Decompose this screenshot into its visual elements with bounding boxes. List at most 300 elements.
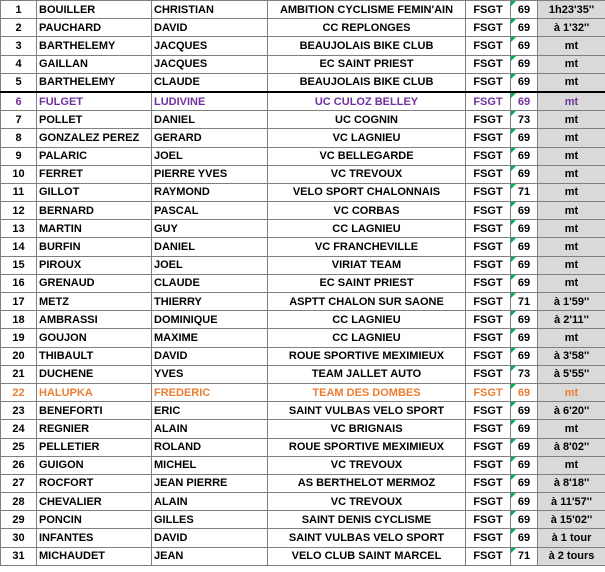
department-cell bbox=[511, 438, 538, 456]
federation-cell: FSGT bbox=[466, 274, 511, 292]
first-name-cell: LUDIVINE bbox=[152, 92, 268, 111]
first-name-cell: DOMINIQUE bbox=[152, 311, 268, 329]
last-name-cell: GUIGON bbox=[37, 456, 152, 474]
last-name-cell: FERRET bbox=[37, 165, 152, 183]
table-row bbox=[1, 456, 605, 474]
green-triangle-indicator-icon bbox=[511, 475, 516, 480]
department-cell bbox=[511, 147, 538, 165]
department-cell bbox=[511, 19, 538, 37]
department-cell bbox=[511, 111, 538, 129]
time-cell: mt bbox=[538, 220, 605, 238]
federation-cell: FSGT bbox=[466, 456, 511, 474]
table-row bbox=[1, 474, 605, 492]
last-name-cell: BARTHELEMY bbox=[37, 37, 152, 55]
table-row bbox=[1, 329, 605, 347]
department-cell bbox=[511, 329, 538, 347]
last-name-cell: REGNIER bbox=[37, 420, 152, 438]
department-value: 71 bbox=[517, 550, 531, 563]
rank-cell: 16 bbox=[1, 274, 37, 292]
last-name-cell: BARTHELEMY bbox=[37, 73, 152, 92]
last-name-cell: HALUPKA bbox=[37, 383, 152, 401]
first-name-cell: DAVID bbox=[152, 19, 268, 37]
federation-cell: FSGT bbox=[466, 92, 511, 111]
time-cell: mt bbox=[538, 147, 605, 165]
rank-cell: 21 bbox=[1, 365, 37, 383]
green-triangle-indicator-icon bbox=[511, 111, 516, 116]
first-name-cell: YVES bbox=[152, 365, 268, 383]
club-cell: VC BELLEGARDE bbox=[268, 147, 466, 165]
federation-cell: FSGT bbox=[466, 238, 511, 256]
rank-cell: 10 bbox=[1, 165, 37, 183]
rank-cell: 9 bbox=[1, 147, 37, 165]
green-triangle-indicator-icon bbox=[511, 1, 516, 6]
department-cell bbox=[511, 73, 538, 92]
green-triangle-indicator-icon bbox=[511, 275, 516, 280]
first-name-cell: JACQUES bbox=[152, 37, 268, 55]
department-cell bbox=[511, 92, 538, 111]
time-cell: mt bbox=[538, 183, 605, 201]
rank-cell: 18 bbox=[1, 311, 37, 329]
federation-cell: FSGT bbox=[466, 1, 511, 19]
green-triangle-indicator-icon bbox=[511, 37, 516, 42]
time-cell: mt bbox=[538, 274, 605, 292]
club-cell: CC LAGNIEU bbox=[268, 329, 466, 347]
time-cell: mt bbox=[538, 238, 605, 256]
last-name-cell: CHEVALIER bbox=[37, 493, 152, 511]
rank-cell: 6 bbox=[1, 92, 37, 111]
department-cell bbox=[511, 474, 538, 492]
green-triangle-indicator-icon bbox=[511, 511, 516, 516]
federation-cell: FSGT bbox=[466, 111, 511, 129]
rank-cell: 26 bbox=[1, 456, 37, 474]
green-triangle-indicator-icon bbox=[511, 148, 516, 153]
time-cell: à 1'32'' bbox=[538, 19, 605, 37]
last-name-cell: INFANTES bbox=[37, 529, 152, 547]
last-name-cell: GILLOT bbox=[37, 183, 152, 201]
table-row bbox=[1, 420, 605, 438]
green-triangle-indicator-icon bbox=[511, 457, 516, 462]
club-cell: EC SAINT PRIEST bbox=[268, 55, 466, 73]
department-cell bbox=[511, 37, 538, 55]
time-cell: à 8'02'' bbox=[538, 438, 605, 456]
department-value: 69 bbox=[517, 21, 531, 34]
time-cell: mt bbox=[538, 129, 605, 147]
club-cell: SAINT VULBAS VELO SPORT bbox=[268, 402, 466, 420]
time-cell: mt bbox=[538, 55, 605, 73]
table-row-highlighted bbox=[1, 92, 605, 111]
time-cell: à 2 tours bbox=[538, 547, 605, 565]
last-name-cell: MICHAUDET bbox=[37, 547, 152, 565]
time-cell: mt bbox=[538, 256, 605, 274]
green-triangle-indicator-icon bbox=[511, 439, 516, 444]
federation-cell: FSGT bbox=[466, 402, 511, 420]
first-name-cell: ALAIN bbox=[152, 493, 268, 511]
table-row bbox=[1, 202, 605, 220]
club-cell: ASPTT CHALON SUR SAONE bbox=[268, 293, 466, 311]
first-name-cell: THIERRY bbox=[152, 293, 268, 311]
time-cell: à 5'55'' bbox=[538, 365, 605, 383]
federation-cell: FSGT bbox=[466, 256, 511, 274]
table-row bbox=[1, 129, 605, 147]
rank-cell: 15 bbox=[1, 256, 37, 274]
department-cell bbox=[511, 511, 538, 529]
time-cell: à 8'18'' bbox=[538, 474, 605, 492]
department-value: 69 bbox=[517, 131, 531, 144]
federation-cell: FSGT bbox=[466, 474, 511, 492]
first-name-cell: ALAIN bbox=[152, 420, 268, 438]
last-name-cell: GRENAUD bbox=[37, 274, 152, 292]
department-cell bbox=[511, 55, 538, 73]
time-cell: mt bbox=[538, 165, 605, 183]
time-cell: 1h23'35'' bbox=[538, 1, 605, 19]
federation-cell: FSGT bbox=[466, 529, 511, 547]
green-triangle-indicator-icon bbox=[511, 184, 516, 189]
first-name-cell: JEAN PIERRE bbox=[152, 474, 268, 492]
club-cell: SAINT DENIS CYCLISME bbox=[268, 511, 466, 529]
department-value: 69 bbox=[517, 441, 531, 454]
rank-cell: 29 bbox=[1, 511, 37, 529]
table-row bbox=[1, 220, 605, 238]
first-name-cell: CHRISTIAN bbox=[152, 1, 268, 19]
time-cell: mt bbox=[538, 456, 605, 474]
table-row bbox=[1, 147, 605, 165]
department-cell bbox=[511, 402, 538, 420]
first-name-cell: GUY bbox=[152, 220, 268, 238]
table-row bbox=[1, 165, 605, 183]
table-row bbox=[1, 311, 605, 329]
department-value: 73 bbox=[517, 368, 531, 381]
department-value: 69 bbox=[517, 313, 531, 326]
rank-cell: 22 bbox=[1, 383, 37, 401]
department-value: 69 bbox=[517, 532, 531, 545]
federation-cell: FSGT bbox=[466, 55, 511, 73]
department-cell bbox=[511, 311, 538, 329]
club-cell: BEAUJOLAIS BIKE CLUB bbox=[268, 73, 466, 92]
rank-cell: 31 bbox=[1, 547, 37, 565]
rank-cell: 17 bbox=[1, 293, 37, 311]
green-triangle-indicator-icon bbox=[511, 166, 516, 171]
department-value: 69 bbox=[517, 58, 531, 71]
time-cell: à 3'58'' bbox=[538, 347, 605, 365]
department-value: 69 bbox=[517, 477, 531, 490]
rank-cell: 23 bbox=[1, 402, 37, 420]
club-cell: TEAM DES DOMBES bbox=[268, 383, 466, 401]
last-name-cell: BERNARD bbox=[37, 202, 152, 220]
rank-cell: 7 bbox=[1, 111, 37, 129]
rank-cell: 19 bbox=[1, 329, 37, 347]
time-cell: à 15'02'' bbox=[538, 511, 605, 529]
table-row bbox=[1, 547, 605, 565]
first-name-cell: CLAUDE bbox=[152, 274, 268, 292]
department-value: 69 bbox=[517, 422, 531, 435]
club-cell: VC TREVOUX bbox=[268, 165, 466, 183]
green-triangle-indicator-icon bbox=[511, 93, 516, 98]
club-cell: VC TREVOUX bbox=[268, 456, 466, 474]
department-cell bbox=[511, 1, 538, 19]
department-value: 69 bbox=[517, 3, 531, 16]
last-name-cell: BURFIN bbox=[37, 238, 152, 256]
federation-cell: FSGT bbox=[466, 73, 511, 92]
last-name-cell: ROCFORT bbox=[37, 474, 152, 492]
last-name-cell: BOUILLER bbox=[37, 1, 152, 19]
table-row bbox=[1, 365, 605, 383]
green-triangle-indicator-icon bbox=[511, 311, 516, 316]
first-name-cell: CLAUDE bbox=[152, 73, 268, 92]
table-row bbox=[1, 55, 605, 73]
last-name-cell: BENEFORTI bbox=[37, 402, 152, 420]
time-cell: mt bbox=[538, 202, 605, 220]
first-name-cell: RAYMOND bbox=[152, 183, 268, 201]
green-triangle-indicator-icon bbox=[511, 329, 516, 334]
last-name-cell: FULGET bbox=[37, 92, 152, 111]
department-cell bbox=[511, 274, 538, 292]
federation-cell: FSGT bbox=[466, 293, 511, 311]
last-name-cell: GOUJON bbox=[37, 329, 152, 347]
table-row bbox=[1, 293, 605, 311]
green-triangle-indicator-icon bbox=[511, 129, 516, 134]
table-row bbox=[1, 347, 605, 365]
club-cell: CC LAGNIEU bbox=[268, 220, 466, 238]
club-cell: VC LAGNIEU bbox=[268, 129, 466, 147]
department-cell bbox=[511, 456, 538, 474]
department-value: 69 bbox=[517, 386, 531, 399]
department-value: 69 bbox=[517, 150, 531, 163]
department-cell bbox=[511, 129, 538, 147]
federation-cell: FSGT bbox=[466, 329, 511, 347]
rank-cell: 13 bbox=[1, 220, 37, 238]
rank-cell: 14 bbox=[1, 238, 37, 256]
department-value: 69 bbox=[517, 222, 531, 235]
first-name-cell: MICHEL bbox=[152, 456, 268, 474]
last-name-cell: THIBAULT bbox=[37, 347, 152, 365]
green-triangle-indicator-icon bbox=[511, 348, 516, 353]
department-value: 71 bbox=[517, 186, 531, 199]
table-row bbox=[1, 37, 605, 55]
rank-cell: 5 bbox=[1, 73, 37, 92]
time-cell: mt bbox=[538, 383, 605, 401]
federation-cell: FSGT bbox=[466, 383, 511, 401]
time-cell: mt bbox=[538, 92, 605, 111]
first-name-cell: JEAN bbox=[152, 547, 268, 565]
department-value: 69 bbox=[517, 277, 531, 290]
green-triangle-indicator-icon bbox=[511, 56, 516, 61]
department-cell bbox=[511, 529, 538, 547]
green-triangle-indicator-icon bbox=[511, 257, 516, 262]
department-value: 69 bbox=[517, 459, 531, 472]
department-value: 69 bbox=[517, 76, 531, 89]
time-cell: à 6'20'' bbox=[538, 402, 605, 420]
department-value: 69 bbox=[517, 241, 531, 254]
club-cell: UC COGNIN bbox=[268, 111, 466, 129]
green-triangle-indicator-icon bbox=[511, 529, 516, 534]
table-row bbox=[1, 402, 605, 420]
club-cell: SAINT VULBAS VELO SPORT bbox=[268, 529, 466, 547]
department-value: 69 bbox=[517, 259, 531, 272]
department-value: 69 bbox=[517, 495, 531, 508]
federation-cell: FSGT bbox=[466, 147, 511, 165]
club-cell: VC CORBAS bbox=[268, 202, 466, 220]
green-triangle-indicator-icon bbox=[511, 548, 516, 553]
federation-cell: FSGT bbox=[466, 365, 511, 383]
club-cell: AS BERTHELOT MERMOZ bbox=[268, 474, 466, 492]
last-name-cell: METZ bbox=[37, 293, 152, 311]
first-name-cell: ROLAND bbox=[152, 438, 268, 456]
department-cell bbox=[511, 493, 538, 511]
results-body bbox=[1, 1, 605, 566]
rank-cell: 27 bbox=[1, 474, 37, 492]
federation-cell: FSGT bbox=[466, 202, 511, 220]
time-cell: à 1'59'' bbox=[538, 293, 605, 311]
last-name-cell: PALARIC bbox=[37, 147, 152, 165]
department-cell bbox=[511, 183, 538, 201]
rank-cell: 20 bbox=[1, 347, 37, 365]
rank-cell: 3 bbox=[1, 37, 37, 55]
table-row bbox=[1, 511, 605, 529]
rank-cell: 25 bbox=[1, 438, 37, 456]
last-name-cell: GAILLAN bbox=[37, 55, 152, 73]
table-row bbox=[1, 238, 605, 256]
first-name-cell: PIERRE YVES bbox=[152, 165, 268, 183]
table-row bbox=[1, 256, 605, 274]
green-triangle-indicator-icon bbox=[511, 220, 516, 225]
federation-cell: FSGT bbox=[466, 311, 511, 329]
club-cell: TEAM JALLET AUTO bbox=[268, 365, 466, 383]
last-name-cell: AMBRASSI bbox=[37, 311, 152, 329]
first-name-cell: DAVID bbox=[152, 347, 268, 365]
club-cell: ROUE SPORTIVE MEXIMIEUX bbox=[268, 438, 466, 456]
department-cell bbox=[511, 365, 538, 383]
department-cell bbox=[511, 420, 538, 438]
department-value: 71 bbox=[517, 295, 531, 308]
last-name-cell: DUCHENE bbox=[37, 365, 152, 383]
last-name-cell: POLLET bbox=[37, 111, 152, 129]
department-cell bbox=[511, 256, 538, 274]
club-cell: BEAUJOLAIS BIKE CLUB bbox=[268, 37, 466, 55]
department-value: 73 bbox=[517, 113, 531, 126]
department-value: 69 bbox=[517, 95, 531, 108]
time-cell: mt bbox=[538, 329, 605, 347]
club-cell: AMBITION CYCLISME FEMIN'AIN bbox=[268, 1, 466, 19]
federation-cell: FSGT bbox=[466, 438, 511, 456]
rank-cell: 12 bbox=[1, 202, 37, 220]
first-name-cell: JACQUES bbox=[152, 55, 268, 73]
rank-cell: 2 bbox=[1, 19, 37, 37]
club-cell: VELO CLUB SAINT MARCEL bbox=[268, 547, 466, 565]
department-value: 69 bbox=[517, 168, 531, 181]
green-triangle-indicator-icon bbox=[511, 202, 516, 207]
federation-cell: FSGT bbox=[466, 547, 511, 565]
table-row bbox=[1, 529, 605, 547]
rank-cell: 11 bbox=[1, 183, 37, 201]
table-row bbox=[1, 19, 605, 37]
time-cell: à 11'57'' bbox=[538, 493, 605, 511]
first-name-cell: PASCAL bbox=[152, 202, 268, 220]
time-cell: mt bbox=[538, 420, 605, 438]
first-name-cell: GERARD bbox=[152, 129, 268, 147]
club-cell: CC LAGNIEU bbox=[268, 311, 466, 329]
federation-cell: FSGT bbox=[466, 37, 511, 55]
time-cell: à 2'11'' bbox=[538, 311, 605, 329]
club-cell: VELO SPORT CHALONNAIS bbox=[268, 183, 466, 201]
table-row bbox=[1, 274, 605, 292]
federation-cell: FSGT bbox=[466, 511, 511, 529]
department-cell bbox=[511, 383, 538, 401]
club-cell: CC REPLONGES bbox=[268, 19, 466, 37]
federation-cell: FSGT bbox=[466, 493, 511, 511]
time-cell: mt bbox=[538, 73, 605, 92]
last-name-cell: PIROUX bbox=[37, 256, 152, 274]
green-triangle-indicator-icon bbox=[511, 493, 516, 498]
department-value: 69 bbox=[517, 404, 531, 417]
department-value: 69 bbox=[517, 39, 531, 52]
last-name-cell: GONZALEZ PEREZ bbox=[37, 129, 152, 147]
department-cell bbox=[511, 547, 538, 565]
green-triangle-indicator-icon bbox=[511, 74, 516, 79]
department-cell bbox=[511, 347, 538, 365]
first-name-cell: ERIC bbox=[152, 402, 268, 420]
first-name-cell: DAVID bbox=[152, 529, 268, 547]
rank-cell: 24 bbox=[1, 420, 37, 438]
table-row bbox=[1, 183, 605, 201]
table-row bbox=[1, 111, 605, 129]
department-cell bbox=[511, 293, 538, 311]
federation-cell: FSGT bbox=[466, 165, 511, 183]
first-name-cell: MAXIME bbox=[152, 329, 268, 347]
green-triangle-indicator-icon bbox=[511, 366, 516, 371]
time-cell: à 1 tour bbox=[538, 529, 605, 547]
rank-cell: 4 bbox=[1, 55, 37, 73]
first-name-cell: GILLES bbox=[152, 511, 268, 529]
first-name-cell: JOEL bbox=[152, 147, 268, 165]
department-cell bbox=[511, 202, 538, 220]
federation-cell: FSGT bbox=[466, 347, 511, 365]
rank-cell: 1 bbox=[1, 1, 37, 19]
table-row bbox=[1, 1, 605, 19]
club-cell: ROUE SPORTIVE MEXIMIEUX bbox=[268, 347, 466, 365]
club-cell: VC FRANCHEVILLE bbox=[268, 238, 466, 256]
federation-cell: FSGT bbox=[466, 220, 511, 238]
department-cell bbox=[511, 220, 538, 238]
green-triangle-indicator-icon bbox=[511, 19, 516, 24]
federation-cell: FSGT bbox=[466, 129, 511, 147]
club-cell: UC CULOZ BELLEY bbox=[268, 92, 466, 111]
time-cell: mt bbox=[538, 111, 605, 129]
rank-cell: 8 bbox=[1, 129, 37, 147]
green-triangle-indicator-icon bbox=[511, 420, 516, 425]
green-triangle-indicator-icon bbox=[511, 293, 516, 298]
table-row bbox=[1, 493, 605, 511]
department-value: 69 bbox=[517, 331, 531, 344]
club-cell: VC BRIGNAIS bbox=[268, 420, 466, 438]
department-cell bbox=[511, 165, 538, 183]
table-row-highlighted bbox=[1, 383, 605, 401]
last-name-cell: PAUCHARD bbox=[37, 19, 152, 37]
last-name-cell: PELLETIER bbox=[37, 438, 152, 456]
department-value: 69 bbox=[517, 350, 531, 363]
table-row bbox=[1, 73, 605, 92]
club-cell: VC TREVOUX bbox=[268, 493, 466, 511]
last-name-cell: PONCIN bbox=[37, 511, 152, 529]
rank-cell: 28 bbox=[1, 493, 37, 511]
department-value: 69 bbox=[517, 204, 531, 217]
green-triangle-indicator-icon bbox=[511, 238, 516, 243]
table-row bbox=[1, 438, 605, 456]
rank-cell: 30 bbox=[1, 529, 37, 547]
federation-cell: FSGT bbox=[466, 19, 511, 37]
first-name-cell: DANIEL bbox=[152, 238, 268, 256]
federation-cell: FSGT bbox=[466, 183, 511, 201]
time-cell: mt bbox=[538, 37, 605, 55]
